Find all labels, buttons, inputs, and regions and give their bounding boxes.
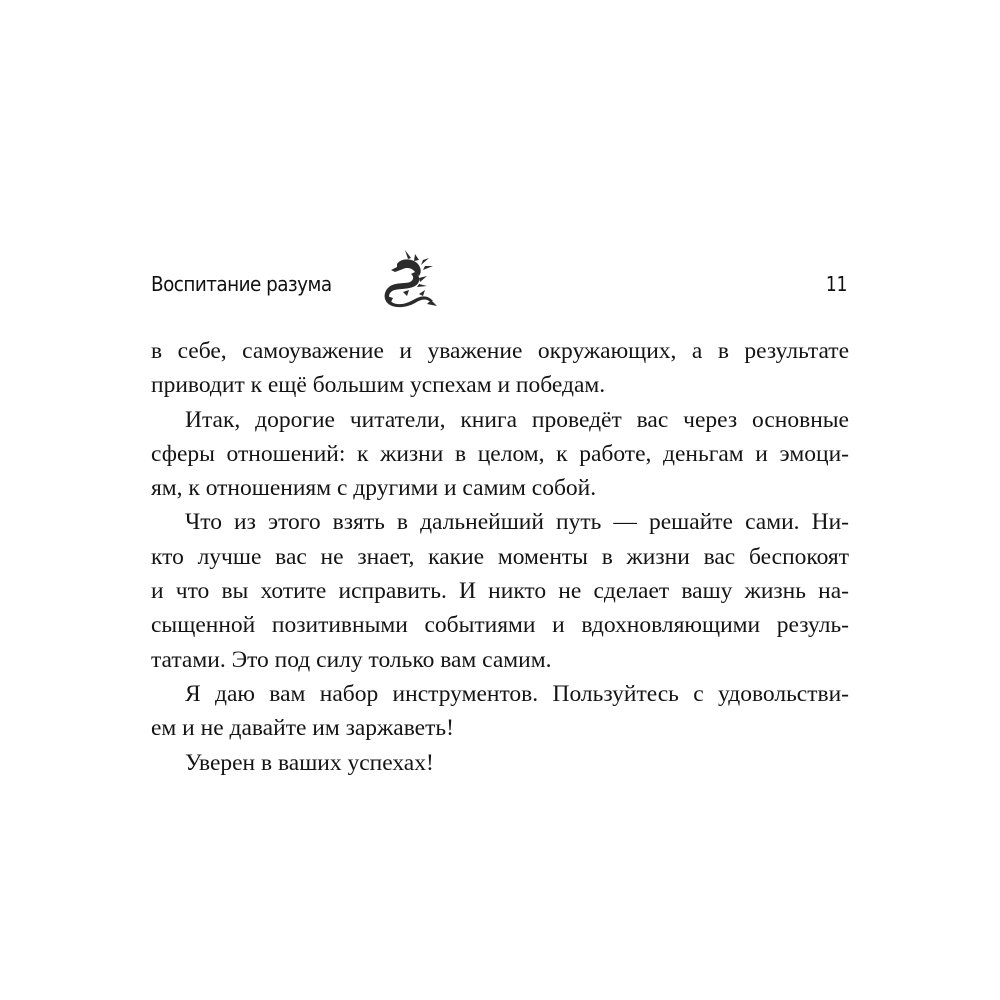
text-line: Уверен в ваших успехах! xyxy=(185,749,434,776)
text-line: в себе, самоуважение и уважение окружающих, а в результате xyxy=(151,338,849,364)
text-line: Я даю вам набор инструментов. Пользуйтесь с удовольстви- xyxy=(185,680,849,707)
dragon-icon xyxy=(375,246,439,312)
text-line: сферы отношений: к жизни в целом, к работе, деньгам и эмоци- xyxy=(151,440,849,467)
text-line: ем и не давайте им заржаветь! xyxy=(151,715,454,742)
text-line: кто лучше вас не знает, какие моменты в жизни вас беспокоят xyxy=(151,543,849,570)
page-header xyxy=(151,246,849,312)
text-line: ям, к отношениям с другими и самим собой. xyxy=(151,475,597,502)
text-line: приводит к ещё большим успехам и победам. xyxy=(151,372,606,399)
text-line: татами. Это под силу только вам самим. xyxy=(151,646,552,673)
page-number: 11 xyxy=(825,272,847,296)
text-line: и что вы хотите исправить. И никто не сделает вашу жизнь на- xyxy=(151,578,849,605)
text-line: Итак, дорогие читатели, книга проведёт вас через основные xyxy=(185,406,849,433)
running-title: Воспитание разума xyxy=(151,272,332,296)
body-text xyxy=(151,334,849,780)
text-line: сыщенной позитивными событиями и вдохновляющими резуль- xyxy=(151,612,849,639)
text-line: Что из этого взять в дальнейший путь — решайте сами. Ни- xyxy=(185,509,849,536)
